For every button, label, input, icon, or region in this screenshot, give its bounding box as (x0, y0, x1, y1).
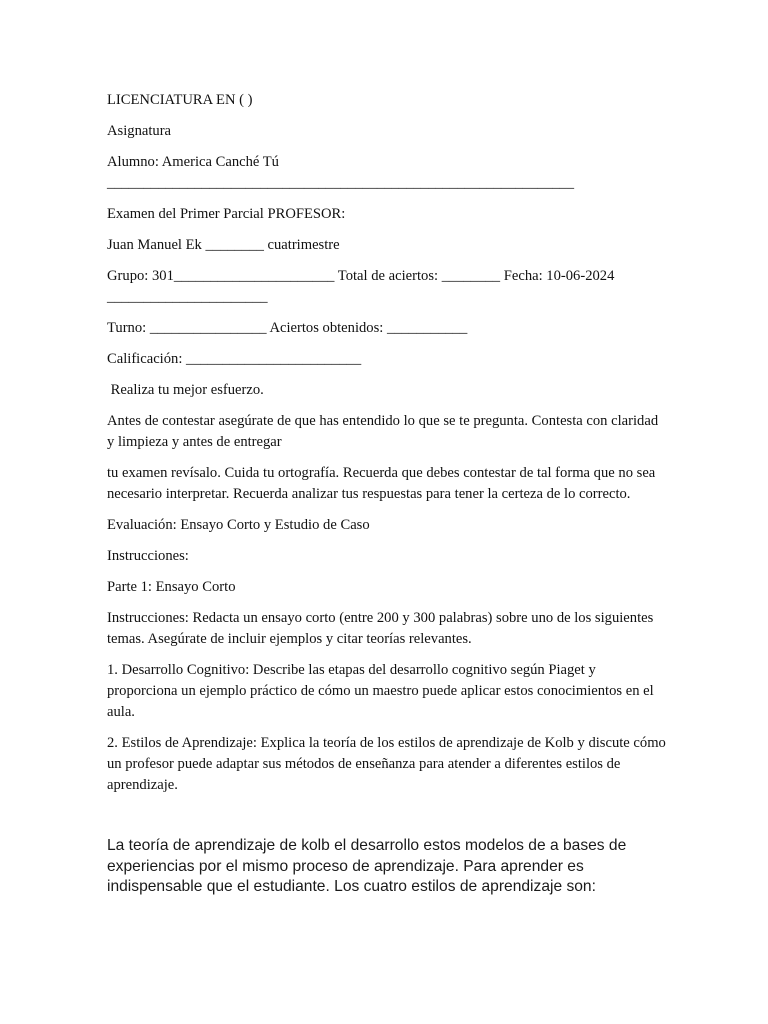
motivation-line: Realiza tu mejor esfuerzo. (107, 382, 264, 398)
alumno-underline: ________________________________________________________________ (107, 175, 574, 191)
licenciatura-line: LICENCIATURA EN ( ) (107, 92, 253, 108)
parte1-instructions: Instrucciones: Redacta un ensayo corto (entre 200 y 300 palabras) sobre uno de los siguientes temas. Asegúrate de incluir ejemplos y citar teorías relevantes. (107, 610, 654, 647)
alumno-line: Alumno: America Canché Tú (107, 154, 279, 170)
answer-paragraph: La teoría de aprendizaje de kolb el desarrollo estos modelos de a bases de experiencias por el mismo proceso de aprendizaje. Para aprender es indispensable que el estudiante. Los cuatro estilos de aprendizaje son: (107, 837, 627, 895)
grupo-underline: ______________________ (107, 289, 268, 305)
profesor-line: Juan Manuel Ek ________ cuatrimestre (107, 237, 340, 253)
evaluacion-line: Evaluación: Ensayo Corto y Estudio de Caso (107, 517, 370, 533)
examen-line: Examen del Primer Parcial PROFESOR: (107, 206, 346, 222)
instrucciones-label: Instrucciones: (107, 548, 189, 564)
instructions-paragraph-2: tu examen revísalo. Cuida tu ortografía. Recuerda que debes contestar de tal forma que no sea necesario interpretar. Recuerda analizar tus respuestas para tener la certeza de lo correcto. (107, 465, 656, 502)
grupo-line: Grupo: 301______________________ Total de aciertos: ________ Fecha: 10-06-2024 (107, 268, 615, 284)
tema-1: 1. Desarrollo Cognitivo: Describe las etapas del desarrollo cognitivo según Piaget y proporciona un ejemplo práctico de cómo un maestro puede aplicar estos conocimientos en el aula. (107, 662, 654, 720)
tema-2: 2. Estilos de Aprendizaje: Explica la teoría de los estilos de aprendizaje de Kolb y discute cómo un profesor puede adaptar sus métodos de enseñanza para atender a diferentes estilos de aprendizaje. (107, 735, 666, 793)
exam-document (107, 90, 667, 898)
calificacion-line: Calificación: ________________________ (107, 351, 362, 367)
asignatura-line: Asignatura (107, 123, 172, 139)
turno-line: Turno: ________________ Aciertos obtenidos: ___________ (107, 320, 468, 336)
parte1-heading: Parte 1: Ensayo Corto (107, 579, 236, 595)
instructions-paragraph-1: Antes de contestar asegúrate de que has entendido lo que se te pregunta. Contesta con claridad y limpieza y antes de entregar (107, 413, 659, 450)
